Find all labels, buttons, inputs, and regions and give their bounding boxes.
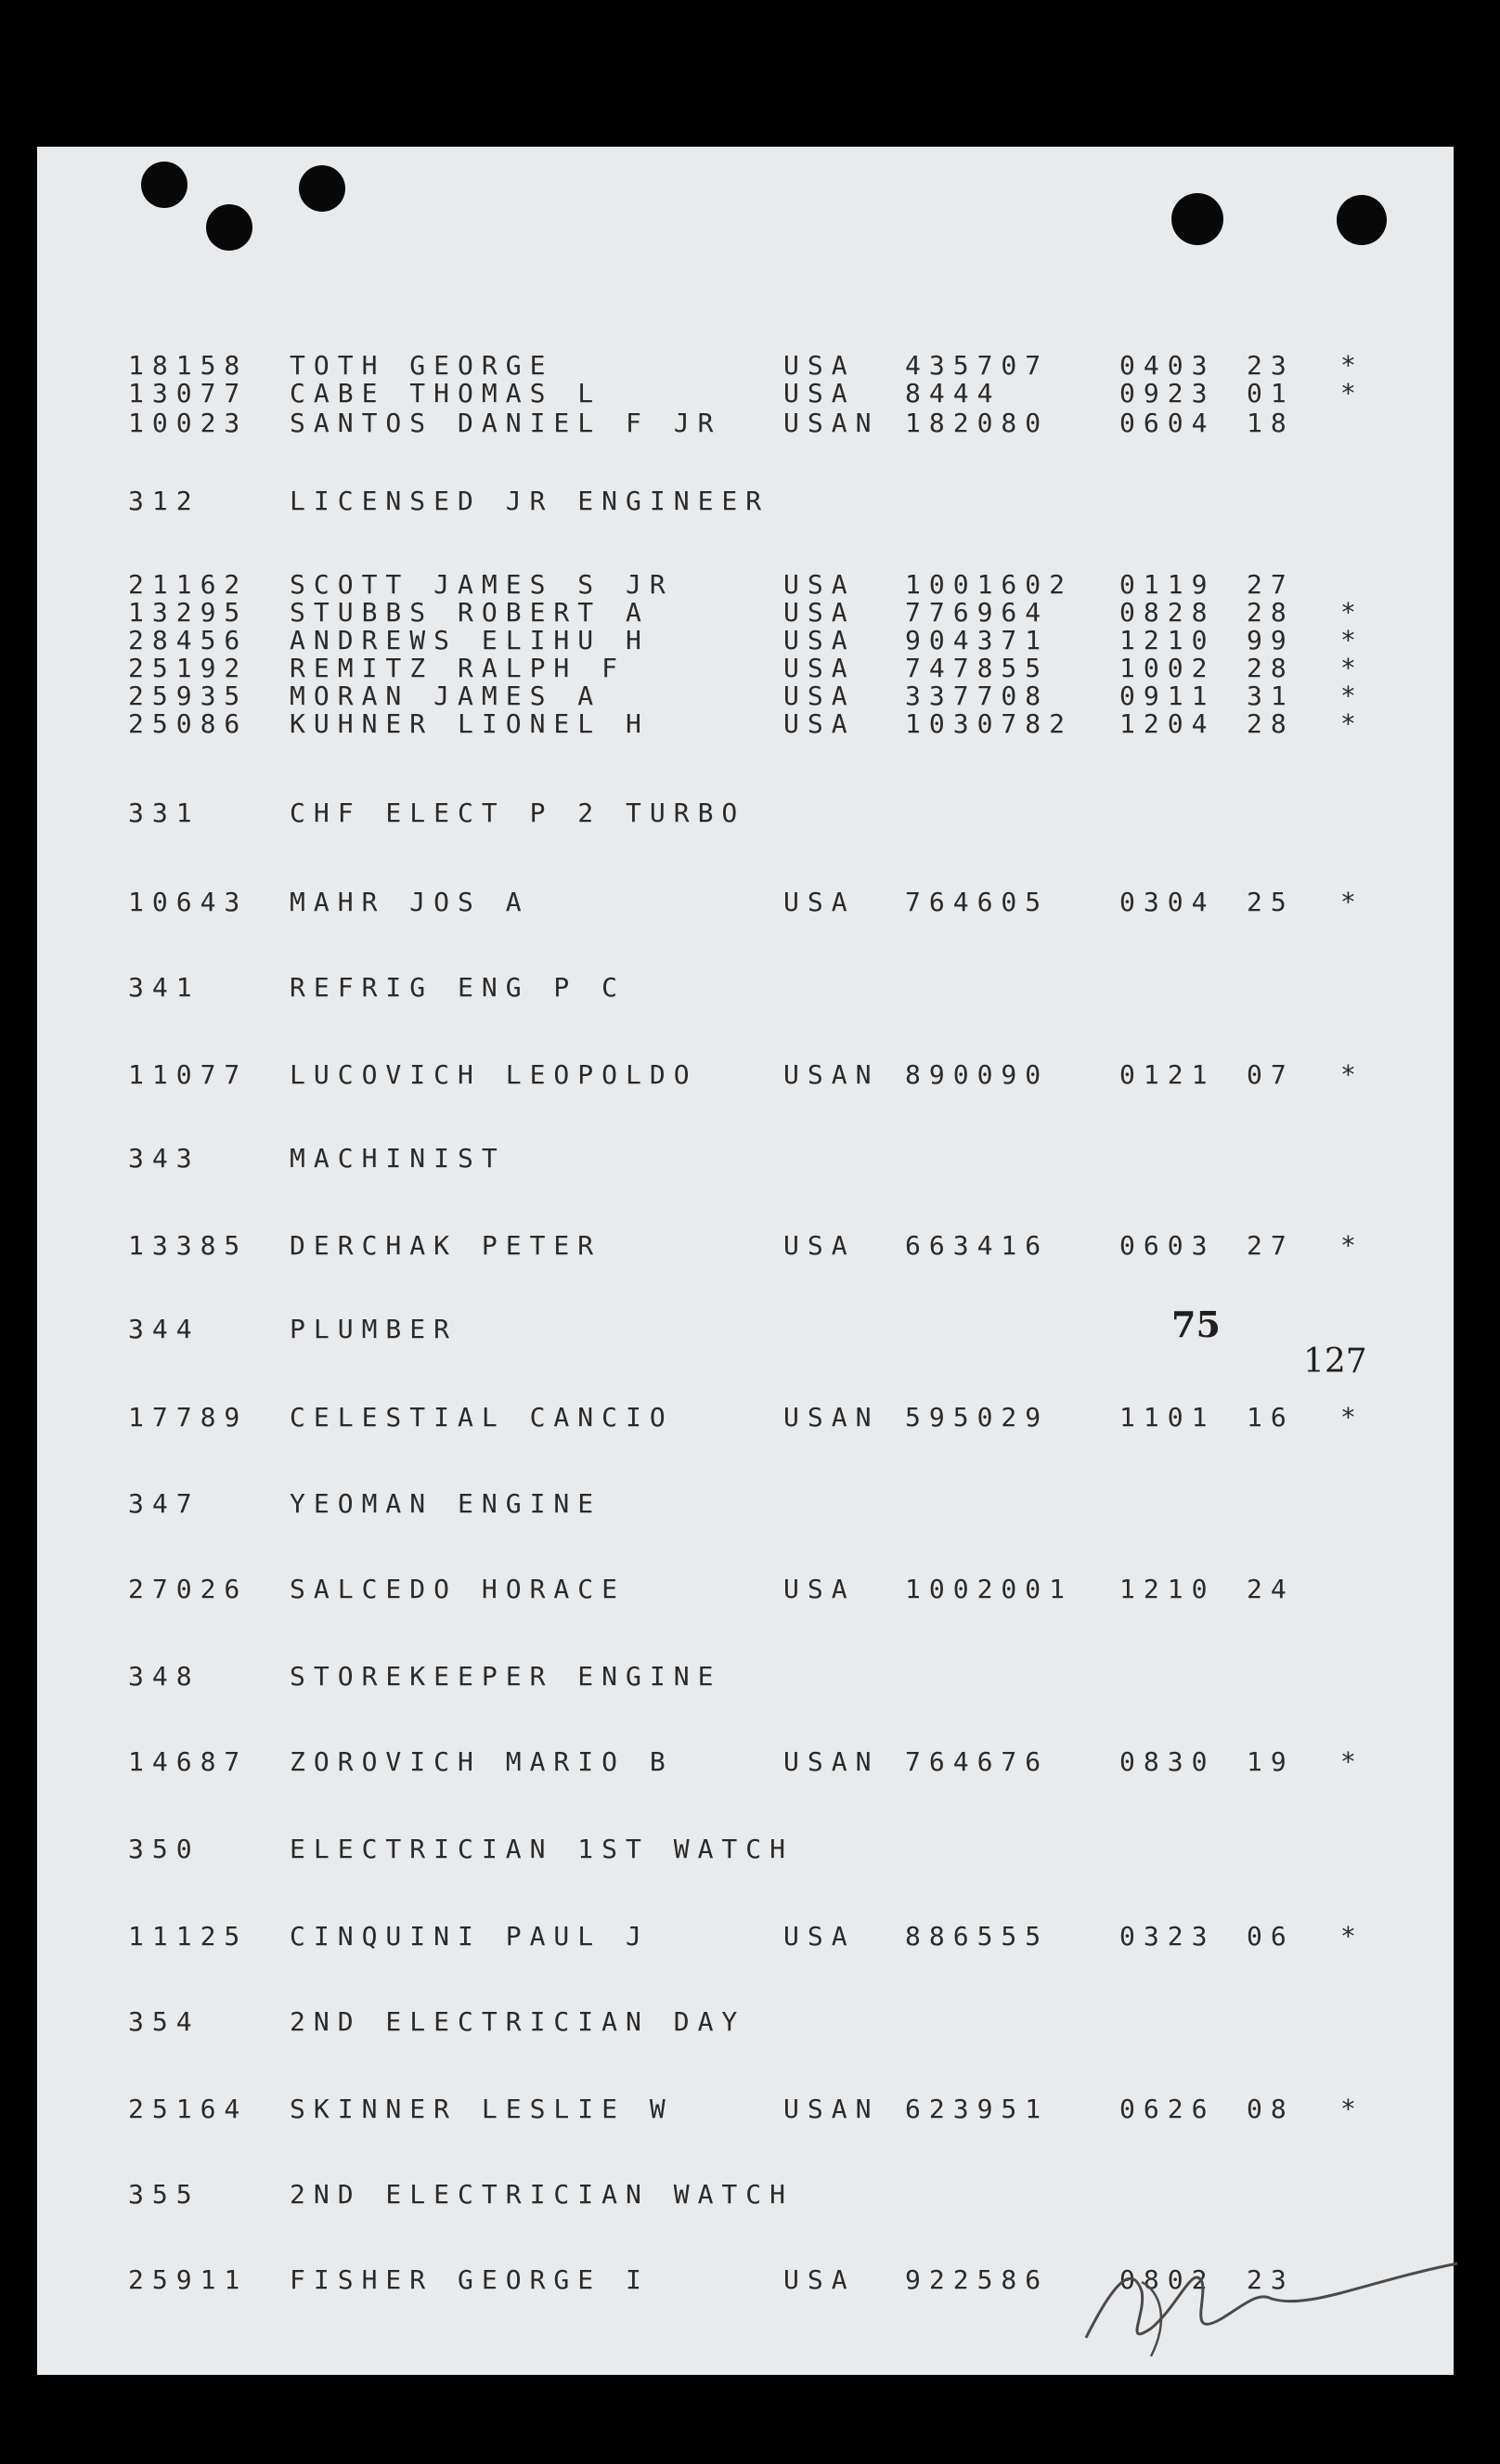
rating-heading — [37, 2007, 1454, 2037]
crew-no: 13385 — [128, 1230, 249, 1261]
crew-cit: USAN — [783, 1059, 880, 1090]
crew-name: ANDREWS ELIHU H — [290, 625, 650, 655]
crew-ref: 1002001 — [905, 1574, 1074, 1604]
crew-ref: 595029 — [905, 1402, 1050, 1433]
crew-no: 13295 — [128, 597, 249, 628]
crew-ref: 764676 — [905, 1746, 1050, 1777]
crew-cit: USA — [783, 2264, 856, 2295]
crew-ref: 764605 — [905, 887, 1050, 917]
rating-title: REFRIG ENG P C — [290, 972, 627, 1003]
crew-no: 13077 — [128, 378, 249, 409]
crew-mark: * — [1340, 1230, 1356, 1261]
crew-mark: * — [1340, 1921, 1356, 1952]
crew-mark: * — [1340, 653, 1356, 683]
crew-num: 25 — [1247, 887, 1295, 917]
rating-code: 348 — [128, 1661, 200, 1692]
crew-no: 25935 — [128, 681, 249, 711]
crew-num: 28 — [1247, 708, 1295, 739]
crew-name: FISHER GEORGE I — [290, 2264, 650, 2295]
crew-name: SCOTT JAMES S JR — [290, 569, 674, 600]
crew-cit: USA — [783, 350, 856, 381]
crew-mark: * — [1340, 378, 1356, 409]
crew-cit: USAN — [783, 1402, 880, 1433]
crew-cit: USA — [783, 1574, 856, 1604]
crew-date: 1210 — [1119, 625, 1216, 655]
crew-ref: 435707 — [905, 350, 1050, 381]
crew-mark: * — [1340, 1059, 1356, 1090]
crew-ref: 886555 — [905, 1921, 1050, 1952]
crew-row — [37, 351, 1454, 381]
crew-num: 19 — [1247, 1746, 1295, 1777]
crew-date: 0304 — [1119, 887, 1216, 917]
crew-mark: * — [1340, 1402, 1356, 1433]
rating-title: YEOMAN ENGINE — [290, 1488, 602, 1519]
crew-ref: 337708 — [905, 681, 1050, 711]
crew-row — [37, 598, 1454, 628]
crew-row — [37, 1922, 1454, 1952]
crew-mark: * — [1340, 887, 1356, 917]
rating-heading — [37, 798, 1454, 828]
crew-ref: 922586 — [905, 2264, 1050, 2295]
crew-no: 11125 — [128, 1921, 249, 1952]
crew-mark: * — [1340, 1746, 1356, 1777]
rating-heading — [37, 1144, 1454, 1174]
crew-cit: USAN — [783, 2094, 880, 2124]
crew-ref: 623951 — [905, 2094, 1050, 2124]
crew-date: 0911 — [1119, 681, 1216, 711]
crew-num: 06 — [1247, 1921, 1295, 1952]
crew-row — [37, 570, 1454, 600]
crew-ref: 747855 — [905, 653, 1050, 683]
crew-row — [37, 379, 1454, 409]
rating-heading — [37, 2180, 1454, 2210]
crew-row — [37, 888, 1454, 917]
rating-code: 343 — [128, 1143, 200, 1174]
crew-cit: USA — [783, 378, 856, 409]
crew-no: 10023 — [128, 408, 249, 438]
crew-ref: 8444 — [905, 378, 1002, 409]
crew-no: 27026 — [128, 1574, 249, 1604]
crew-row — [37, 1231, 1454, 1261]
rating-code: 312 — [128, 486, 200, 516]
crew-row — [37, 409, 1454, 438]
crew-cit: USA — [783, 681, 856, 711]
crew-no: 25911 — [128, 2264, 249, 2295]
crew-date: 0119 — [1119, 569, 1216, 600]
crew-date: 0604 — [1119, 408, 1216, 438]
crew-name: SKINNER LESLIE W — [290, 2094, 674, 2124]
crew-ref: 182080 — [905, 408, 1050, 438]
crew-row — [37, 1575, 1454, 1604]
crew-no: 17789 — [128, 1402, 249, 1433]
crew-name: MAHR JOS A — [290, 887, 530, 917]
rating-heading — [37, 1835, 1454, 1864]
crew-no: 25086 — [128, 708, 249, 739]
crew-no: 25192 — [128, 653, 249, 683]
rating-heading — [37, 1662, 1454, 1692]
crew-num: 18 — [1247, 408, 1295, 438]
crew-name: STUBBS ROBERT A — [290, 597, 650, 628]
crew-mark: * — [1340, 708, 1356, 739]
rating-title: 2ND ELECTRICIAN WATCH — [290, 2179, 795, 2210]
rating-heading — [37, 1489, 1454, 1519]
crew-date: 0830 — [1119, 1746, 1216, 1777]
folio-stamp: 127 — [1303, 1342, 1367, 1381]
crew-ref: 663416 — [905, 1230, 1050, 1261]
crew-ref: 890090 — [905, 1059, 1050, 1090]
crew-name: DERCHAK PETER — [290, 1230, 602, 1261]
crew-mark: * — [1340, 597, 1356, 628]
rating-heading — [37, 973, 1454, 1003]
rating-title: CHF ELECT P 2 TURBO — [290, 798, 746, 828]
crew-date: 1204 — [1119, 708, 1216, 739]
crew-name: SALCEDO HORACE — [290, 1574, 627, 1604]
crew-cit: USA — [783, 653, 856, 683]
crew-row — [37, 709, 1454, 739]
crew-name: MORAN JAMES A — [290, 681, 602, 711]
crew-num: 23 — [1247, 350, 1295, 381]
crew-num: 23 — [1247, 2264, 1295, 2295]
crew-name: ZOROVICH MARIO B — [290, 1746, 674, 1777]
crew-no: 11077 — [128, 1059, 249, 1090]
crew-ref: 904371 — [905, 625, 1050, 655]
rating-code: 350 — [128, 1834, 200, 1864]
crew-name: TOTH GEORGE — [290, 350, 554, 381]
crew-date: 0828 — [1119, 597, 1216, 628]
page-number-stamp: 75 — [1171, 1303, 1221, 1345]
rating-title: LICENSED JR ENGINEER — [290, 486, 770, 516]
rating-title: STOREKEEPER ENGINE — [290, 1661, 722, 1692]
crew-row — [37, 681, 1454, 711]
crew-ref: 1001602 — [905, 569, 1074, 600]
crew-no: 18158 — [128, 350, 249, 381]
crew-num: 99 — [1247, 625, 1295, 655]
crew-date: 1002 — [1119, 653, 1216, 683]
crew-no: 14687 — [128, 1746, 249, 1777]
crew-mark: * — [1340, 625, 1356, 655]
crew-num: 27 — [1247, 1230, 1295, 1261]
crew-mark: * — [1340, 350, 1356, 381]
crew-mark: * — [1340, 2094, 1356, 2124]
crew-ref: 776964 — [905, 597, 1050, 628]
crew-cit: USA — [783, 597, 856, 628]
crew-no: 10643 — [128, 887, 249, 917]
crew-cit: USA — [783, 625, 856, 655]
crew-row — [37, 2094, 1454, 2124]
crew-num: 01 — [1247, 378, 1295, 409]
crew-row — [37, 654, 1454, 683]
crew-ref: 1030782 — [905, 708, 1074, 739]
crew-cit: USA — [783, 1921, 856, 1952]
crew-date: 0626 — [1119, 2094, 1216, 2124]
crew-row — [37, 1403, 1454, 1433]
rating-code: 355 — [128, 2179, 200, 2210]
crew-date: 0603 — [1119, 1230, 1216, 1261]
crew-no: 25164 — [128, 2094, 249, 2124]
rating-code: 341 — [128, 972, 200, 1003]
crew-name: KUHNER LIONEL H — [290, 708, 650, 739]
crew-name: CELESTIAL CANCIO — [290, 1402, 674, 1433]
crew-name: CABE THOMAS L — [290, 378, 602, 409]
document-page — [37, 147, 1454, 2375]
rating-code: 331 — [128, 798, 200, 828]
rating-title: ELECTRICIAN 1ST WATCH — [290, 1834, 795, 1864]
crew-num: 24 — [1247, 1574, 1295, 1604]
crew-no: 28456 — [128, 625, 249, 655]
crew-name: REMITZ RALPH F — [290, 653, 627, 683]
crew-name: CINQUINI PAUL J — [290, 1921, 650, 1952]
crew-num: 16 — [1247, 1402, 1295, 1433]
crew-date: 0802 — [1119, 2264, 1216, 2295]
signature-scribble — [1030, 2226, 1467, 2366]
rating-code: 344 — [128, 1314, 200, 1344]
crew-mark: * — [1340, 681, 1356, 711]
crew-row — [37, 1747, 1454, 1777]
crew-cit: USAN — [783, 408, 880, 438]
crew-cit: USA — [783, 569, 856, 600]
crew-name: SANTOS DANIEL F JR — [290, 408, 722, 438]
crew-date: 1101 — [1119, 1402, 1216, 1433]
crew-name: LUCOVICH LEOPOLDO — [290, 1059, 698, 1090]
crew-cit: USA — [783, 887, 856, 917]
crew-date: 0323 — [1119, 1921, 1216, 1952]
rating-title: PLUMBER — [290, 1314, 459, 1344]
rating-code: 347 — [128, 1488, 200, 1519]
rating-heading — [37, 486, 1454, 516]
crew-date: 0121 — [1119, 1059, 1216, 1090]
rating-heading — [37, 1315, 1454, 1344]
crew-num: 28 — [1247, 597, 1295, 628]
crew-num: 07 — [1247, 1059, 1295, 1090]
crew-num: 27 — [1247, 569, 1295, 600]
rating-title: 2ND ELECTRICIAN DAY — [290, 2006, 746, 2037]
crew-cit: USAN — [783, 1746, 880, 1777]
rating-title: MACHINIST — [290, 1143, 506, 1174]
crew-cit: USA — [783, 708, 856, 739]
crew-num: 31 — [1247, 681, 1295, 711]
crew-no: 21162 — [128, 569, 249, 600]
crew-list — [37, 147, 1454, 2375]
crew-date: 1210 — [1119, 1574, 1216, 1604]
crew-num: 08 — [1247, 2094, 1295, 2124]
crew-row — [37, 1060, 1454, 1090]
crew-row — [37, 626, 1454, 655]
crew-date: 0923 — [1119, 378, 1216, 409]
crew-cit: USA — [783, 1230, 856, 1261]
rating-code: 354 — [128, 2006, 200, 2037]
crew-num: 28 — [1247, 653, 1295, 683]
crew-date: 0403 — [1119, 350, 1216, 381]
